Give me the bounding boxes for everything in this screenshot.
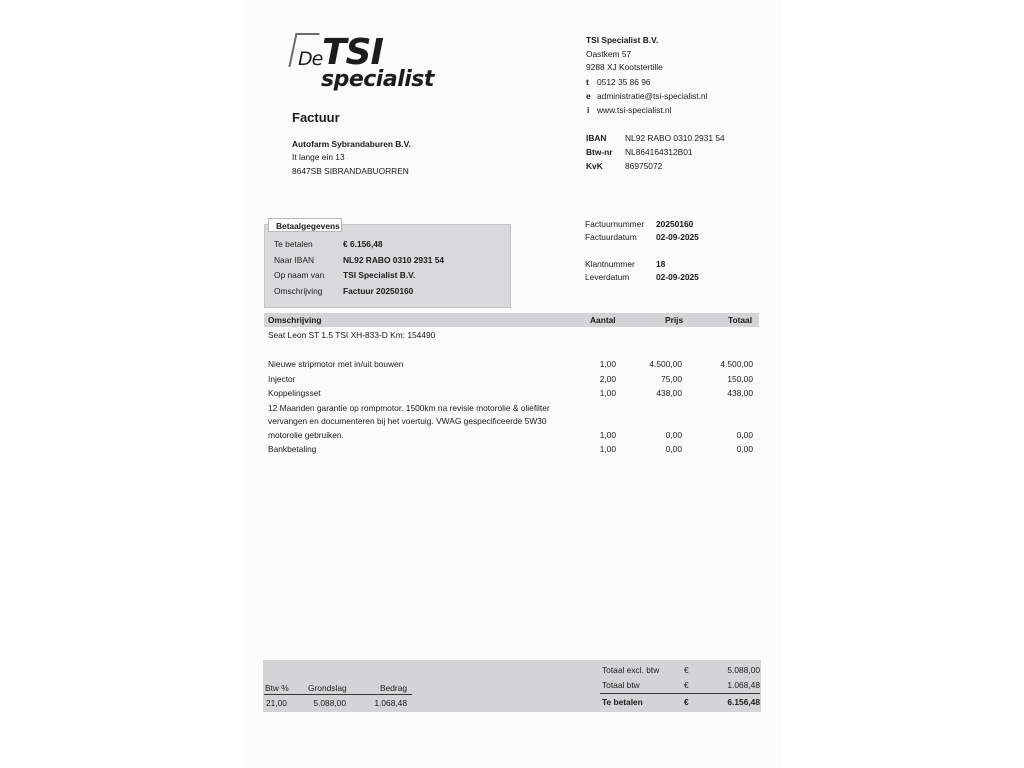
- col-price: Prijs: [665, 315, 684, 325]
- payment-reference: Factuur 20250160: [343, 286, 414, 296]
- currency-symbol: €: [684, 680, 689, 690]
- item-description-line: 12 Maanden garantie op rompmotor. 1500km na revisie motorolie & oliefilter: [268, 403, 550, 413]
- company-iban: NL92 RABO 0310 2931 54: [625, 133, 725, 143]
- item-price: 4.500,00: [649, 359, 682, 369]
- vat-amount-header: Bedrag: [380, 683, 408, 693]
- totals-rule: [600, 693, 760, 694]
- currency-symbol: €: [684, 697, 689, 707]
- email-key: e: [586, 91, 591, 101]
- customer-city: 8647SB SIBRANDABUORREN: [292, 166, 409, 176]
- company-kvk: 86975072: [625, 161, 663, 171]
- item-quantity: 1,00: [599, 388, 616, 398]
- iban-label: IBAN: [586, 133, 607, 143]
- item-quantity: 2,00: [599, 374, 616, 384]
- document-title: Factuur: [292, 110, 340, 125]
- items-table-header: [264, 313, 759, 327]
- invoice-number: 20250160: [656, 219, 694, 229]
- payment-label: Naar IBAN: [274, 255, 315, 265]
- logo-tsi: TSI: [322, 32, 383, 73]
- item-price: 438,00: [656, 388, 682, 398]
- company-name: TSI Specialist B.V.: [586, 35, 659, 45]
- item-price: 75,00: [661, 374, 682, 384]
- payment-label: Omschrijving: [274, 286, 323, 296]
- vat-pct: 21,00: [266, 698, 287, 708]
- invoice-date: 02-09-2025: [656, 232, 699, 242]
- company-logo: [292, 32, 434, 93]
- total-btw: 1.068,48: [727, 680, 760, 690]
- vat-amount: 1.068,48: [374, 698, 407, 708]
- grand-total-label: Te betalen: [602, 697, 643, 707]
- company-city: 9288 XJ Kootstertille: [586, 62, 663, 72]
- company-street: Oastkem 57: [586, 49, 632, 59]
- item-quantity: 1,00: [599, 430, 616, 440]
- delivery-date-label: Leverdatum: [585, 272, 630, 282]
- company-btw: NL864164312B01: [625, 147, 693, 157]
- col-description: Omschrijving: [268, 315, 322, 325]
- vat-header-rule: [264, 694, 412, 695]
- company-email[interactable]: administratie@tsi-specialist.nl: [597, 91, 708, 101]
- item-total: 0,00: [736, 444, 753, 454]
- client-number: 18: [656, 259, 666, 269]
- payment-label: Te betalen: [274, 239, 313, 249]
- col-total: Totaal: [728, 315, 753, 325]
- item-price: 0,00: [665, 430, 682, 440]
- invoice-date-label: Factuurdatum: [585, 232, 637, 242]
- item-total: 438,00: [727, 388, 753, 398]
- item-total: 4.500,00: [720, 359, 753, 369]
- phone-key: t: [586, 77, 589, 87]
- total-excl: 5.088,00: [727, 665, 760, 675]
- customer-street: It lange ein 13: [292, 152, 345, 162]
- logo-de: De: [298, 48, 323, 70]
- col-quantity: Aantal: [590, 315, 616, 325]
- item-description: Koppelingsset: [268, 388, 321, 398]
- kvk-label: KvK: [586, 161, 603, 171]
- btw-label: Btw-nr: [586, 147, 613, 157]
- payment-details-title: Betaalgegevens: [268, 218, 342, 232]
- vat-base: 5.088,00: [313, 698, 346, 708]
- vehicle-line: Seat Leon ST 1.5 TSI XH-833-D Km: 154490: [268, 330, 436, 340]
- item-total: 150,00: [727, 374, 753, 384]
- customer-name: Autofarm Sybrandaburen B.V.: [292, 139, 411, 149]
- company-phone: 0512 35 86 96: [597, 77, 651, 87]
- grand-total: 6.156,48: [727, 697, 760, 707]
- company-website[interactable]: www.tsi-specialist.nl: [597, 105, 672, 115]
- web-key: i: [587, 105, 590, 115]
- payment-amount: € 6.156,48: [343, 239, 383, 249]
- invoice-number-label: Factuurnummer: [585, 219, 645, 229]
- total-btw-label: Totaal btw: [602, 680, 640, 690]
- item-description-line: vervangen en documenteren bij het voertuig. VWAG gespecificeerde 5W30: [268, 416, 547, 426]
- vat-pct-header: Btw %: [265, 683, 289, 693]
- item-description: Bankbetaling: [268, 444, 317, 454]
- logo-specialist: specialist: [321, 67, 434, 92]
- item-quantity: 1,00: [599, 359, 616, 369]
- payment-beneficiary: TSI Specialist B.V.: [343, 270, 416, 280]
- item-quantity: 1,00: [599, 444, 616, 454]
- item-description: Nieuwe stripmotor met in/uit bouwen: [268, 359, 404, 369]
- total-excl-label: Totaal excl. btw: [602, 665, 660, 675]
- client-number-label: Klantnummer: [585, 259, 635, 269]
- item-total: 0,00: [736, 430, 753, 440]
- item-description: Injector: [268, 374, 296, 384]
- item-price: 0,00: [665, 444, 682, 454]
- currency-symbol: €: [684, 665, 689, 675]
- payment-label: Op naam van: [274, 270, 325, 280]
- item-description-line: motorolie gebruiken.: [268, 430, 344, 440]
- payment-iban: NL92 RABO 0310 2931 54: [343, 255, 445, 265]
- vat-base-header: Grondslag: [308, 683, 347, 693]
- delivery-date: 02-09-2025: [656, 272, 699, 282]
